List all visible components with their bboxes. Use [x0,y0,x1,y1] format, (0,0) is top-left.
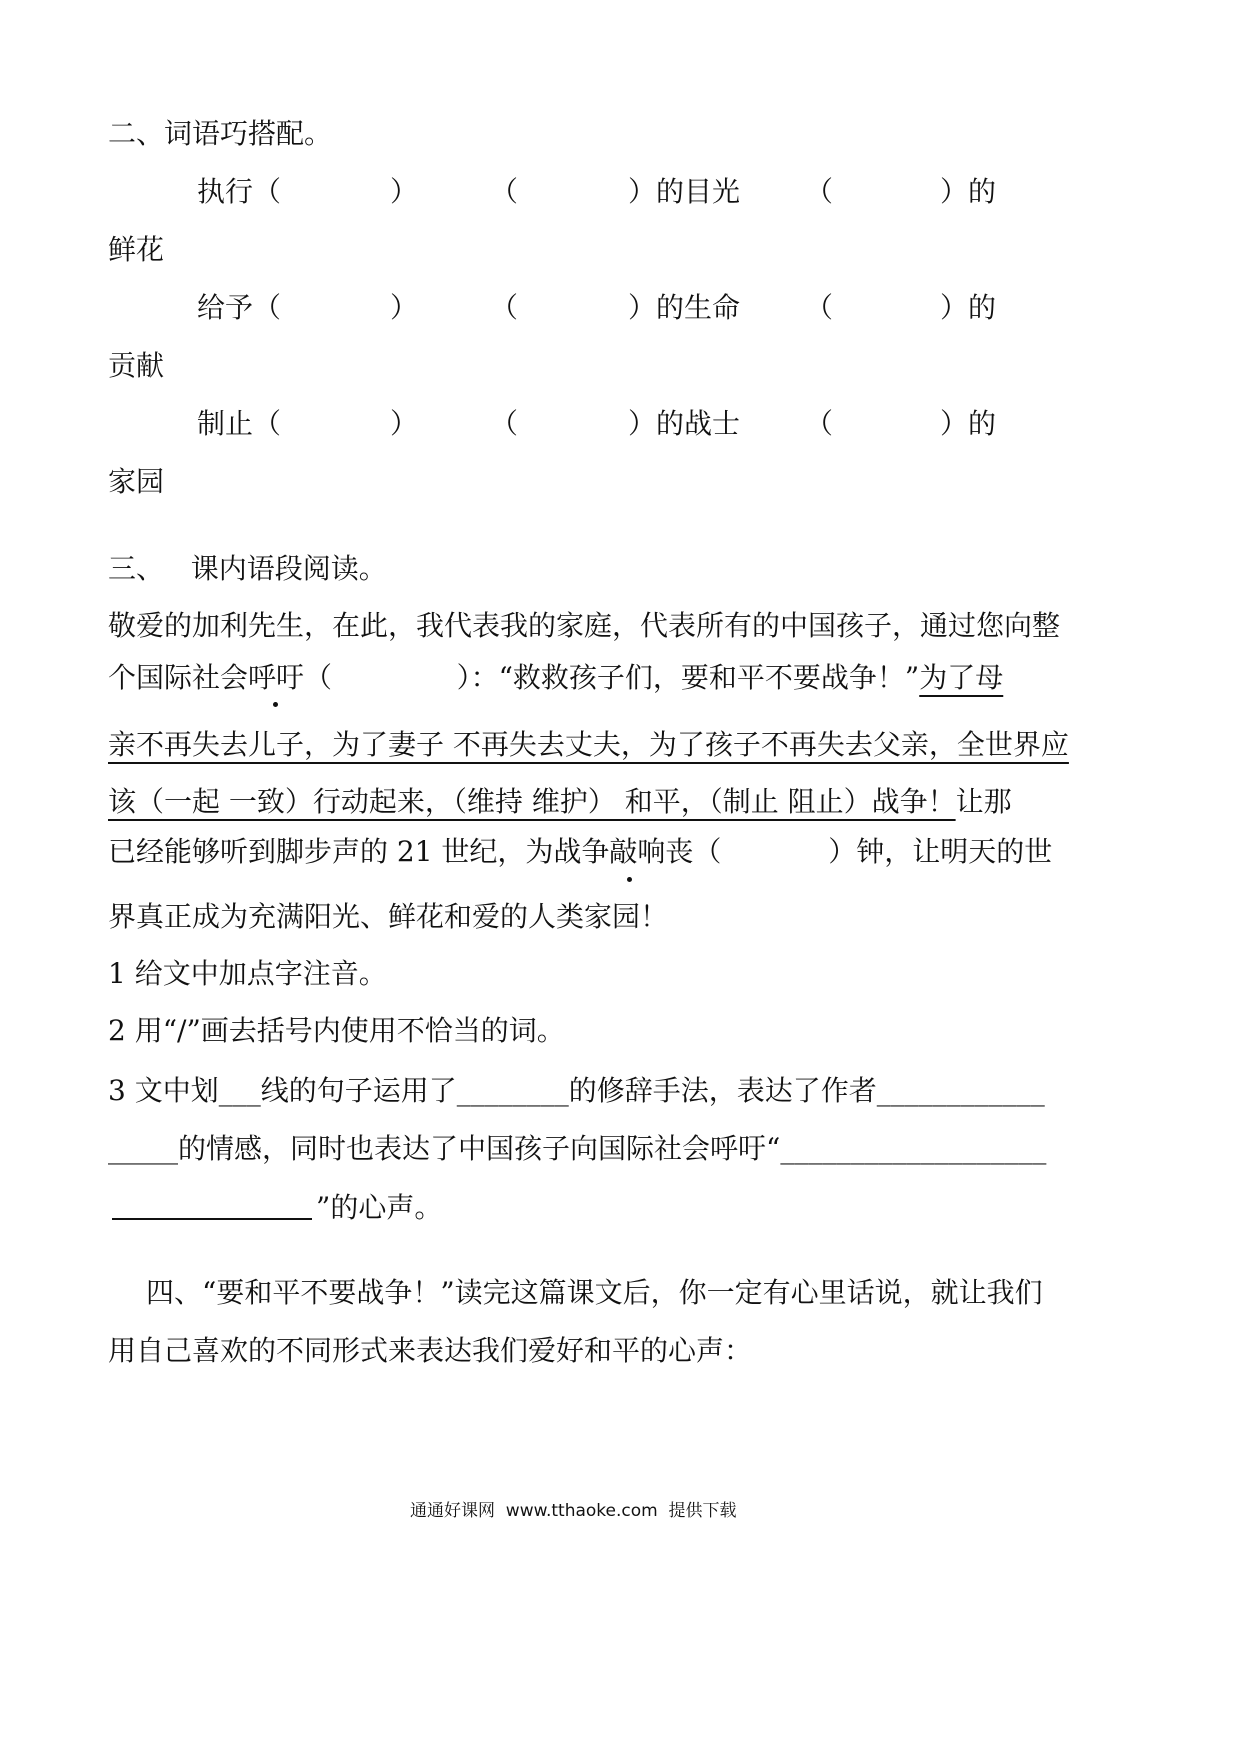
match-c-open: （ [805,291,834,324]
underlined-sentence: 该（一起 一致）行动起来，（维持 维护） 和平，（制止 阻止）战争！ [108,785,956,818]
section4-line: 四、“要和平不要战争！”读完这篇课文后，你一定有心里话说，就让我们 [146,1276,1043,1309]
match-a: 执行（ [197,175,282,208]
match-c-open: （ [805,407,834,440]
passage-line: 界真正成为充满阳光、鲜花和爱的人类家园！ [108,900,669,933]
emphasis-dot [273,702,278,707]
match-b-open: （ [490,175,519,208]
match-c-open: （ [805,175,834,208]
section-title: 三、 课内语段阅读。 [108,552,387,585]
match-a: 制止（ [197,407,282,440]
question: ”的心声。 [316,1191,443,1224]
passage-line [108,785,1012,818]
match-c: ）的 [940,175,997,208]
section-title: 二、词语巧搭配。 [108,117,333,150]
passage-line: 已经能够听到脚步声的 21 世纪，为战争敲响丧（ ）钟，让明天的世 [108,835,1053,868]
underlined-sentence: 亲不再失去儿子，为了妻子 不再失去丈夫，为了孩子不再失去父亲，全世界应 [108,728,1069,761]
passage-line: 敬爱的加利先生，在此，我代表我的家庭，代表所有的中国孩子，通过您向整 [108,609,1061,642]
match-a: 给予（ [197,291,282,324]
match-c: ）的 [940,407,997,440]
match-wrap: 贡献 [108,349,165,382]
passage-text: 个国际社会呼吁（ ）：“救救孩子们，要和平不要战争！” [108,661,920,694]
passage-line [108,661,1004,694]
question: _____的情感，同时也表达了中国孩子向国际社会呼吁“___________________ [108,1132,1047,1165]
answer-line [112,1218,312,1220]
match-a-close: ） [390,175,419,208]
match-a-close: ） [390,407,419,440]
emphasis-dot [627,877,632,882]
match-b: ）的生命 [628,291,741,324]
passage-text: 让那 [955,785,1012,818]
question: 2 用“/”画去括号内使用不恰当的词。 [108,1014,565,1047]
match-b: ）的目光 [628,175,741,208]
match-c: ）的 [940,291,997,324]
page-footer: 通通好课网 www.tthaoke.com 提供下载 [410,1501,737,1521]
match-wrap: 鲜花 [108,233,165,266]
match-b: ）的战士 [628,407,741,440]
question: 3 文中划___线的句子运用了________的修辞手法，表达了作者____________ [108,1074,1045,1107]
match-b-open: （ [490,407,519,440]
underlined-sentence: 为了母 [919,661,1004,694]
section4-line: 用自己喜欢的不同形式来表达我们爱好和平的心声： [108,1334,753,1367]
question: 1 给文中加点字注音。 [108,957,387,990]
match-b-open: （ [490,291,519,324]
match-a-close: ） [390,291,419,324]
match-wrap: 家园 [108,465,165,498]
